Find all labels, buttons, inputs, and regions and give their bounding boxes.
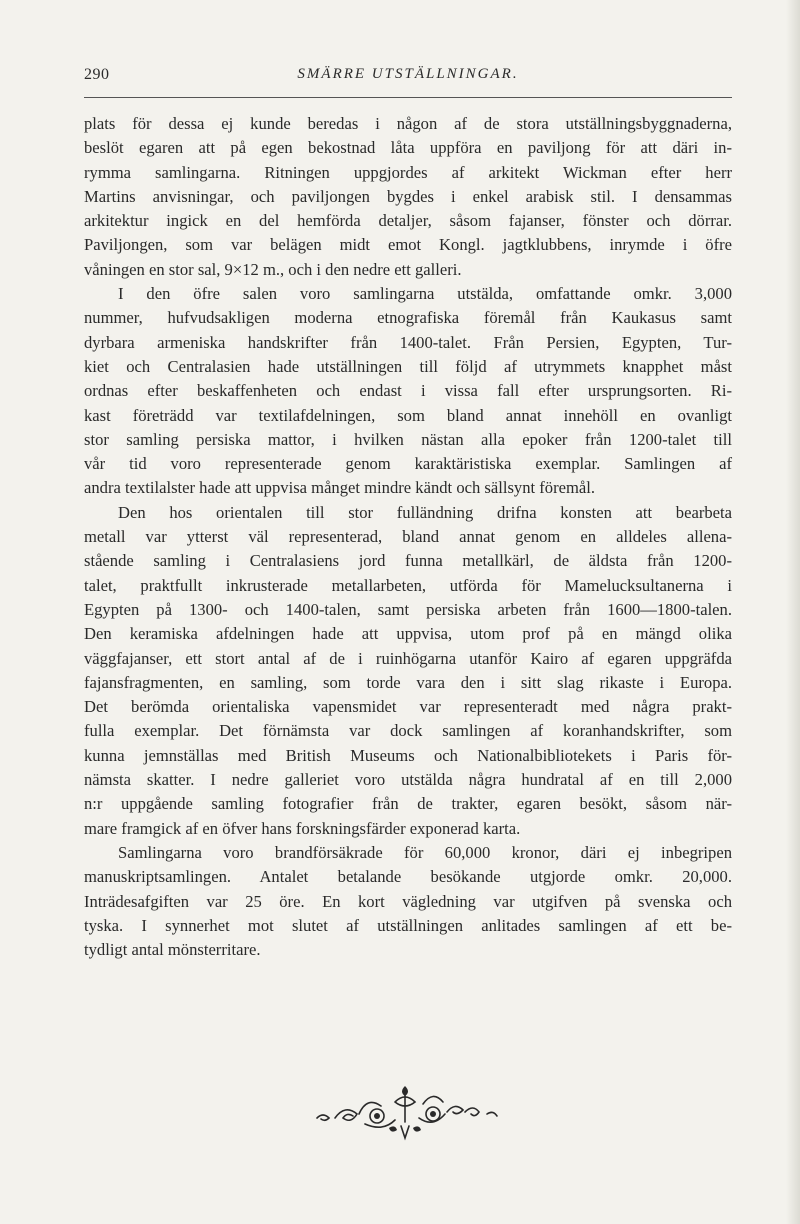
text-line: Paviljongen, som var belägen midt emot Kongl. jagtklubbens, inrymde i öfre bbox=[84, 235, 732, 255]
text-line: Den keramiska afdelningen hade att uppvisa, utom prof på en mängd olika bbox=[84, 624, 732, 644]
text-line: tydligt antal mönsterritare. bbox=[84, 940, 261, 960]
page-header bbox=[84, 66, 732, 92]
text-line: stor samling persiska mattor, i hvilken nästan alla epoker från 1200-talet till bbox=[84, 429, 732, 449]
text-line: vår tid voro representerade genom karaktäristiska exemplar. Samlingen af bbox=[84, 454, 732, 474]
text-line: Martins anvisningar, och paviljongen bygdes i enkel arabisk stil. I densammas bbox=[84, 186, 732, 206]
running-title: SMÄRRE UTSTÄLLNINGAR. bbox=[297, 66, 519, 82]
text-line: talet, praktfullt inkrusterade metallarbeten, utförda för Mamelucksultanerna i bbox=[84, 575, 732, 595]
text-line: beslöt egaren att på egen bekostnad låta uppföra en paviljong för att däri in- bbox=[84, 138, 732, 158]
text-line: n:r uppgående samling fotografier från de trakter, egaren besökt, såsom när- bbox=[84, 794, 732, 814]
body-text bbox=[84, 112, 732, 962]
text-line: mare framgick af en öfver hans forskningsfärder exponerad karta. bbox=[84, 818, 521, 838]
text-line: manuskriptsamlingen. Antalet betalande besökande utgjorde omkr. 20,000. bbox=[84, 867, 732, 887]
header-rule bbox=[84, 97, 732, 98]
text-line: Den hos orientalen till stor fulländning drifna konsten att bearbeta bbox=[118, 502, 732, 522]
page-edge-shadow bbox=[786, 0, 800, 1224]
text-line: fajansfragmenten, en samling, som torde vara den i sitt slag rikaste i Europa. bbox=[84, 672, 732, 692]
text-line: andra textilalster hade att uppvisa månget mindre kändt och sällsynt föremål. bbox=[84, 478, 596, 498]
text-line: plats för dessa ej kunde beredas i någon af de stora utställningsbyggnaderna, bbox=[84, 114, 732, 133]
text-line: I den öfre salen voro samlingarna utstälda, omfattande omkr. 3,000 bbox=[118, 284, 732, 304]
text-line: kunna jemnställas med British Museums och Nationalbibliotekets i Paris för- bbox=[84, 745, 732, 765]
text-line: stående samling i Centralasiens jord funna metallkärl, de äldsta från 1200- bbox=[84, 551, 732, 571]
text-line: ordnas efter beskaffenheten och endast i vissa fall efter ursprungsorten. Ri- bbox=[84, 381, 732, 401]
text-line: kiet och Centralasien hade utställningen till följd af utrymmets knapphet måst bbox=[84, 356, 732, 376]
text-line: fulla exemplar. Det förnämsta var dock samlingen af koranhandskrifter, som bbox=[84, 721, 732, 741]
text-line: rymma samlingarna. Ritningen uppgjordes af arkitekt Wickman efter herr bbox=[84, 162, 732, 182]
text-line: Det berömda orientaliska vapensmidet var representeradt med några prakt- bbox=[84, 697, 732, 717]
page-number: 290 bbox=[84, 66, 110, 83]
text-line: Samlingarna voro brandförsäkrade för 60,000 kronor, däri ej inbegripen bbox=[118, 842, 732, 862]
floral-tailpiece-ornament-icon bbox=[309, 1084, 509, 1144]
text-line: nämsta skatter. I nedre galleriet voro utstälda några hundratal af en till 2,000 bbox=[84, 770, 732, 790]
text-line: metall var ytterst väl representerad, bland annat genom en alldeles allena- bbox=[84, 527, 732, 547]
text-line: Egypten på 1300- och 1400-talen, samt persiska arbeten från 1600—1800-talen. bbox=[84, 599, 732, 619]
text-line: kast företrädd var textilafdelningen, som bland annat innehöll en ovanligt bbox=[84, 405, 732, 425]
text-line: väggfajanser, ett stort antal af de i ruinhögarna utanför Kairo af egaren uppgräfda bbox=[84, 648, 732, 668]
text-line: våningen en stor sal, 9×12 m., och i den nedre ett galleri. bbox=[84, 259, 462, 279]
text-line: Inträdesafgiften var 25 öre. En kort vägledning var utgifven på svenska och bbox=[84, 891, 732, 911]
text-line: tyska. I synnerhet mot slutet af utställningen anlitades samlingen af ett be- bbox=[84, 915, 732, 935]
text-line: dyrbara armeniska handskrifter från 1400-talet. Från Persien, Egypten, Tur- bbox=[84, 332, 732, 352]
text-line: nummer, hufvudsakligen moderna etnografiska föremål från Kaukasus samt bbox=[84, 308, 732, 328]
text-line: arkitektur ingick en del hemförda detaljer, såsom fajanser, fönster och dörrar. bbox=[84, 211, 732, 231]
